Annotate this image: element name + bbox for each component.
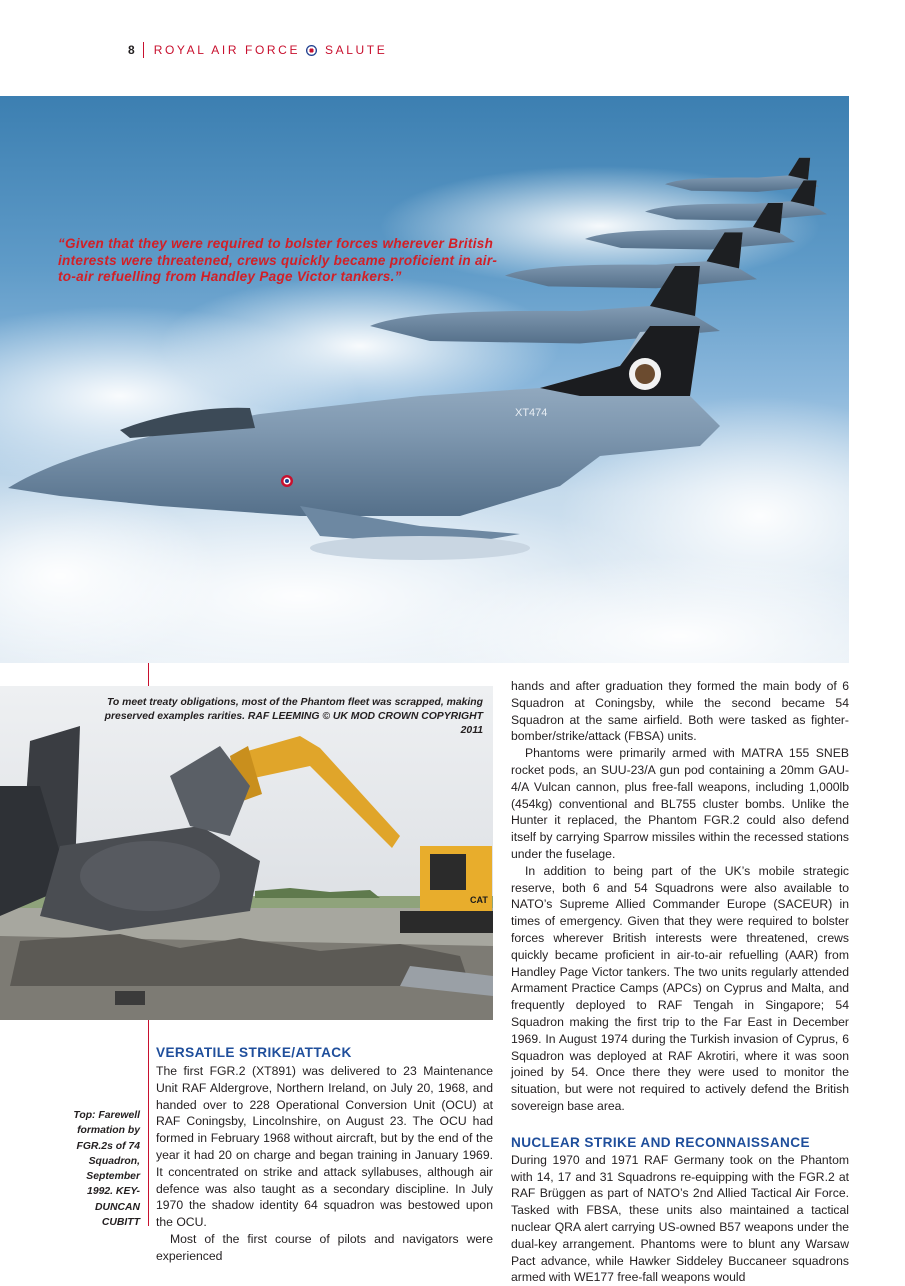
section-heading-nuclear-strike: NUCLEAR STRIKE AND RECONNAISSANCE — [511, 1134, 810, 1150]
hero-caption-rule — [148, 663, 149, 686]
pull-quote: “Given that they were required to bolster forces wherever British interests were threatened, crews quickly became proficient in air-to-air refuelling from Handley Page Victor tankers.” — [58, 236, 498, 285]
formation-illustration — [0, 96, 849, 663]
photo-caption: To meet treaty obligations, most of the Phantom fleet was scrapped, making preserved examples rarities. RAF LEEMING © UK MOD CROWN COPYRIGHT 2011 — [104, 697, 483, 736]
raf-roundel-icon — [306, 45, 317, 56]
body-paragraph: In addition to being part of the UK’s mobile strategic reserve, both 6 and 54 Squadrons were also available to NATO’s Supreme Allied Commander Europe (SACEUR) in times of emergency. Given that they were required to bolster forces wherever British interests were threatened, crews quickly became proficient in air-to-air refuelling (AAR) from Handley Page Victor tankers. The two units regularly attended Armament Practice Camps (APCs) on Cyprus and Malta, and frequently deployed to RAF Tengah in Singapore; 54 Squadron making the first trip to the Far East in December 1969. In August 1974 during the Turkish invasion of Cyprus, 6 Squadron was deployed at RAF Akrotiri, where it was soon joined by 54. Once there they were used to monitor the situation, but were not required to actively defend the British sovereign base area. — [511, 863, 849, 1113]
aircraft-serial: XT474 — [515, 407, 548, 419]
publication-title: ROYAL AIR FORCE — [153, 43, 301, 57]
body-paragraph: Most of the first course of pilots and navigators were experienced — [156, 1231, 493, 1263]
hero-photo — [0, 96, 849, 663]
body-paragraph: During 1970 and 1971 RAF Germany took on the Phantom with 14, 17 and 31 Squadrons re-equipping with the FGR.2 at RAF Brüggen as part of NATO’s 2nd Allied Tactical Air Force. Tasked with FBSA, these units also maintained a tactical nuclear QRA alert carrying US-owned B57 weapons under the dual-key arrangement. Phantoms were to blunt any Warsaw Pact advance, while Hawker Siddeley Buccaneer squadrons armed with WE177 free-fall weapons would — [511, 1152, 849, 1285]
left-column — [156, 1046, 493, 1265]
section-heading-strike-attack: VERSATILE STRIKE/ATTACK — [156, 1045, 352, 1060]
publication-subtitle: SALUTE — [325, 43, 388, 57]
header-divider — [143, 42, 144, 58]
scrapyard-photo — [0, 686, 493, 1020]
right-column — [511, 678, 849, 1286]
page-number: 8 — [128, 43, 135, 57]
body-paragraph: The first FGR.2 (XT891) was delivered to 23 Maintenance Unit RAF Aldergrove, Northern Ireland, on July 20, 1968, and handed over to 228 Operational Conversion Unit (OCU) at RAF Coningsby, Lincolnshire, on August 23. The OCU had formed in February 1968 without aircraft, but by the end of the year it had 20 on charge and began training in January 1969. It concentrated on strike and attack syllabuses, although air defence was also taught as a secondary discipline. In July 1970 the shadow identity 64 squadron was bestowed upon the OCU. — [156, 1064, 493, 1230]
hero-caption: Top: Farewell formation by FGR.2s of 74 Squadron, September 1992. KEY-DUNCAN CUBITT — [73, 1110, 140, 1229]
column-rule — [148, 1020, 149, 1226]
body-paragraph: Phantoms were primarily armed with MATRA 155 SNEB rocket pods, an SUU-23/A gun pod containing a 20mm GAU-4/A Vulcan cannon, plus free-fall weapons, including 1,000lb (454kg) conventional and BL755 cluster bombs. Unlike the Hunter it replaced, the Phantom FGR.2 could also defend itself by carrying Sparrow missiles within the recessed stations under the fuselage. — [511, 746, 849, 861]
running-header — [128, 42, 387, 58]
body-paragraph: hands and after graduation they formed the main body of 6 Squadron at Coningsby, while the second became 54 Squadron at the same airfield. Both were tasked as fighter-bomber/strike/attack (FBSA) units. — [511, 679, 849, 744]
excavator-brand: CAT — [470, 895, 488, 905]
